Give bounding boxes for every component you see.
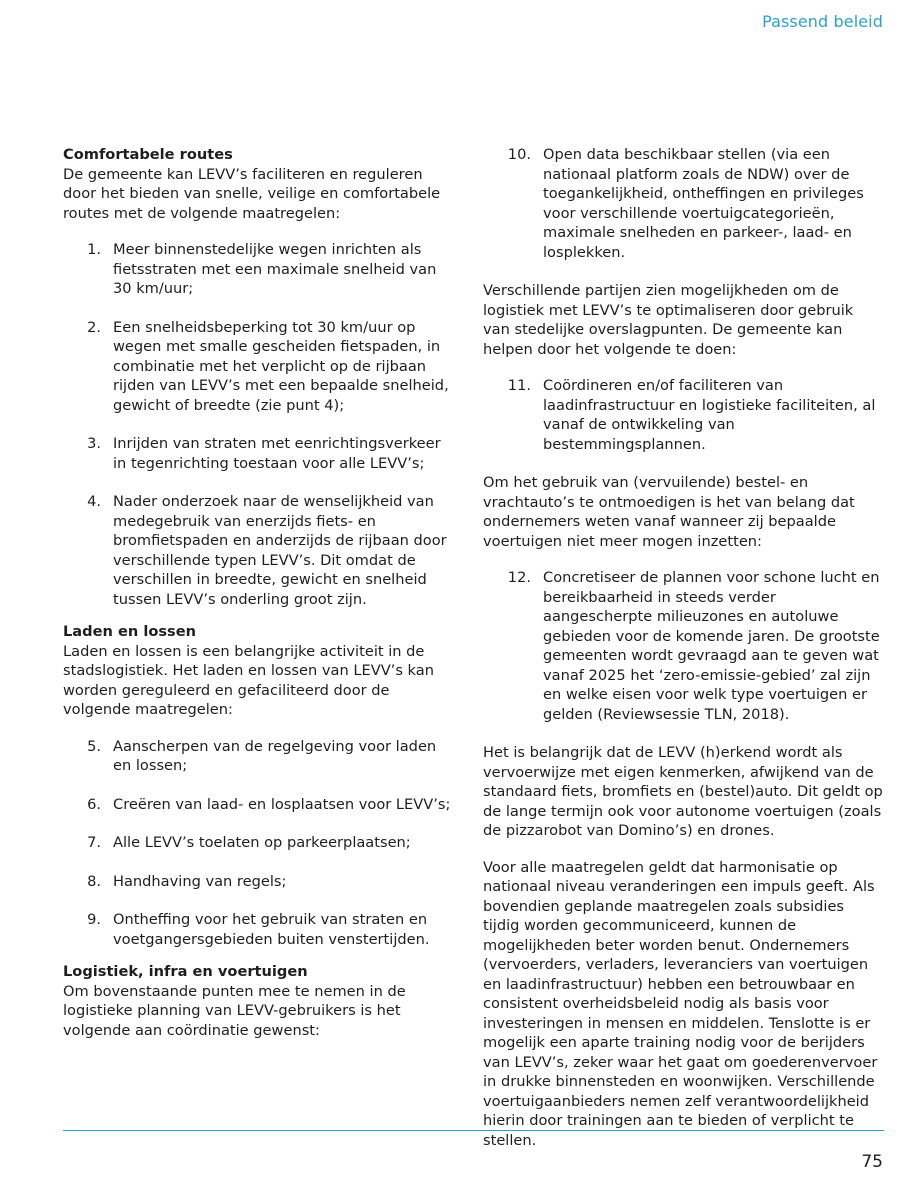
list-item-text: Alle LEVV’s toelaten op parkeerplaatsen; [113,834,411,851]
section-heading: Laden en lossen [63,623,197,640]
list-item [63,795,458,815]
list-item-text: Een snelheidsbeperking tot 30 km/uur op wegen met smalle gescheiden fietspaden, in combinatie met het verplicht op de rijbaan rijden van LEVV’s met een bepaalde snelheid, gewicht of breedte (zie punt 4); [113,318,449,414]
section-intro: Om bovenstaande punten mee te nemen in de logistieke planning van LEVV-gebruikers is het volgende aan coördinatie gewenst: [63,982,406,1039]
list-item-number: 7. [87,834,101,851]
list-item [483,568,883,724]
list-item-text: Coördineren en/of faciliteren van laadinfrastructuur en logistieke faciliteiten, al vanaf de ontwikkeling van bestemmingsplannen. [543,377,876,453]
list-item-text: Ontheffing voor het gebruik van straten en voetgangersgebieden buiten venstertijden. [113,911,430,948]
list-item [63,737,458,776]
list-item-text: Concretiseer de plannen voor schone lucht en bereikbaarheid in steeds verder aangescherpte milieuzones en autoluwe gebieden voor de komende jaren. De grootste gemeenten wordt gevraagd aan te geven wat vanaf 2025 het ‘zero-emissie-gebied’ zal zijn en welke eisen voor welk type voertuigen er gelden (Reviewsessie TLN, 2018). [543,569,880,723]
list-item-number: 9. [87,911,101,928]
list-item-number: 6. [87,795,101,813]
section-heading: Comfortabele routes [63,146,233,163]
list-item [63,833,458,853]
list-item-text: Meer binnenstedelijke wegen inrichten als fietsstraten met een maximale snelheid van 30 km/uur; [113,241,437,297]
list-item [483,145,883,262]
list-item-number: 5. [87,737,101,755]
list-item-number: 12. [507,569,531,586]
measure-list [63,240,458,609]
list-item [63,240,458,299]
list-item [63,910,458,949]
body-paragraph: Om het gebruik van (vervuilende) bestel- en vrachtauto’s te ontmoedigen is het van belang dat ondernemers weten vanaf wanneer zij bepaalde voertuigen niet meer mogen inzetten: [483,474,855,550]
list-item-number: 3. [87,435,101,452]
measure-list [63,737,458,950]
measure-list [483,568,883,724]
list-item [63,318,458,416]
section-heading: Logistiek, infra en voertuigen [63,963,308,980]
measure-list [483,145,883,262]
section-intro: De gemeente kan LEVV’s faciliteren en reguleren door het bieden van snelle, veilige en comfortabele routes met de volgende maatregelen: [63,165,441,222]
right-column [483,145,883,1167]
measure-list [483,376,883,454]
list-item [63,434,458,473]
section-laden-en-lossen [63,622,458,949]
section-logistiek-infra-voertuigen [63,962,458,1040]
list-item [63,492,458,609]
list-item-number: 4. [87,493,101,510]
list-item-text: Inrijden van straten met eenrichtingsverkeer in tegenrichting toestaan voor alle LEVV’s; [113,435,441,472]
list-item-text: Nader onderzoek naar de wenselijkheid van medegebruik van enerzijds fiets- en bromfietspaden en anderzijds de rijbaan door verschillende typen LEVV’s. Dit omdat de verschillen in breedte, gewicht en snelheid tussen LEVV’s onderling groot zijn. [113,493,447,608]
list-item-number: 1. [87,241,101,258]
list-item-number: 2. [87,318,101,336]
left-column [63,145,458,1053]
list-item-text: Open data beschikbaar stellen (via een nationaal platform zoals de NDW) over de toegankelijkheid, ontheffingen en privileges voor verschillende voertuigcategorieën, maximale snelheden en parkeer-, laad- en losplekken. [543,146,864,261]
running-header-title: Passend beleid [762,12,883,31]
section-comfortabele-routes [63,145,458,609]
list-item [483,376,883,454]
body-paragraph: Verschillende partijen zien mogelijkheden om de logistiek met LEVV’s te optimaliseren door gebruik van stedelijke overslagpunten. De gemeente kan helpen door het volgende te doen: [483,282,854,358]
page-number: 75 [861,1152,883,1172]
list-item-text: Creëren van laad- en losplaatsen voor LEVV’s; [113,795,451,813]
body-paragraph: Voor alle maatregelen geldt dat harmonisatie op nationaal niveau veranderingen een impuls geeft. Als bovendien geplande maatregelen zoals subsidies tijdig worden gecommuniceerd, kunnen de mogelijkheden beter worden benut. Ondernemers (vervoerders, verladers, leveranciers van voertuigen en laadinfrastructuur) hebben een betrouwbaar en consistent overheidsbeleid nodig als basis voor investeringen in mensen en middelen. Tenslotte is er mogelijk een aparte training nodig voor de berijders van LEVV’s, zeker waar het gaat om goederenvervoer in drukke binnensteden en woonwijken. Verschillende voertuigaanbieders nemen zelf verantwoordelijkheid hierin door trainingen aan te bieden of verplicht te stellen. [483,858,878,1149]
list-item-number: 10. [507,146,531,163]
list-item-text: Handhaving van regels; [113,872,287,890]
list-item [63,872,458,892]
list-item-number: 8. [87,872,101,890]
footer-divider [63,1130,884,1131]
section-intro: Laden en lossen is een belangrijke activiteit in de stadslogistiek. Het laden en lossen van LEVV’s kan worden gereguleerd en gefaciliteerd door de volgende maatregelen: [63,642,434,718]
body-paragraph: Het is belangrijk dat de LEVV (h)erkend wordt als vervoerwijze met eigen kenmerken, afwijkend van de standaard fiets, bromfiets en (bestel)auto. Dit geldt op de lange termijn ook voor autonome voertuigen (zoals de pizzarobot van Domino’s) en drones. [483,744,883,839]
list-item-text: Aanscherpen van de regelgeving voor laden en lossen; [113,737,437,774]
list-item-number: 11. [507,377,531,394]
